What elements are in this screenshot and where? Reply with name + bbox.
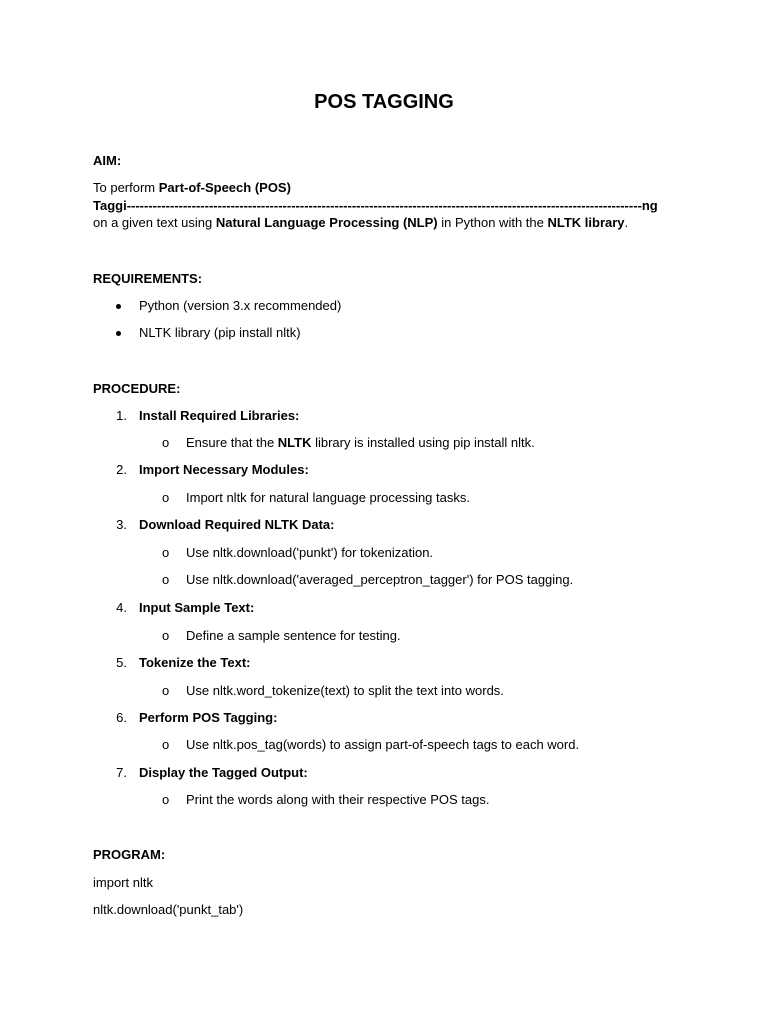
code-line: nltk.download('punkt_tab') [93,902,244,917]
aim-line-3 [93,215,628,231]
requirement-item: NLTK library (pip install nltk) [139,325,301,340]
aim-line-1-text: To perform [93,180,159,195]
step-number: 2. [116,462,127,477]
sub-bullet-icon: o [162,435,170,450]
step-title: Tokenize the Text: [139,655,251,670]
sub-bullet-icon: o [162,628,170,643]
procedure-heading: PROCEDURE: [93,381,181,396]
aim-line-1 [93,180,291,196]
step-detail-bold: NLTK [277,435,312,450]
step-detail-text: library is installed using pip install nltk. [311,435,535,450]
sub-bullet-icon: o [162,737,170,752]
step-number: 6. [116,710,127,725]
step-title: Input Sample Text: [139,600,255,615]
sub-bullet-icon: o [162,683,170,698]
step-number: 4. [116,600,127,615]
sub-bullet-icon: o [162,490,170,505]
step-title: Install Required Libraries: [139,408,300,423]
aim-nlp-term: Natural Language Processing (NLP) [215,215,438,230]
code-line: import nltk [93,875,153,890]
step-number: 3. [116,517,127,532]
step-detail: Print the words along with their respective POS tags. [186,792,490,807]
step-number: 7. [116,765,127,780]
aim-line-3-mid: in Python with the [437,215,548,230]
aim-nltk-term: NLTK library [547,215,625,230]
aim-line-3-text: on a given text using [93,215,216,230]
step-detail: Use nltk.word_tokenize(text) to split the text into words. [186,683,504,698]
page-title: POS TAGGING [314,91,454,113]
aim-line-3-end: . [624,215,629,230]
step-detail: Use nltk.pos_tag(words) to assign part-of-speech tags to each word. [186,737,580,752]
requirement-item: Python (version 3.x recommended) [139,298,342,313]
step-title: Display the Tagged Output: [139,765,308,780]
step-number: 5. [116,655,127,670]
requirements-heading: REQUIREMENTS: [93,271,203,286]
step-detail: Define a sample sentence for testing. [186,628,401,643]
step-detail: Import nltk for natural language processing tasks. [186,490,470,505]
sub-bullet-icon: o [162,572,170,587]
step-detail-text: Ensure that the [186,435,278,450]
aim-line-2: Taggi-----------------------------------------------------------------------------------------------------------------------ng [93,198,658,213]
program-heading: PROGRAM: [93,847,166,862]
aim-pos-term: Part-of-Speech (POS) [158,180,291,195]
step-detail [186,435,535,451]
sub-bullet-icon: o [162,545,170,560]
aim-heading: AIM: [93,153,122,168]
bullet-icon [116,304,121,309]
step-detail: Use nltk.download('averaged_perceptron_tagger') for POS tagging. [186,572,574,587]
sub-bullet-icon: o [162,792,170,807]
bullet-icon [116,331,121,336]
step-detail: Use nltk.download('punkt') for tokenization. [186,545,434,560]
step-number: 1. [116,408,127,423]
step-title: Import Necessary Modules: [139,462,309,477]
step-title: Perform POS Tagging: [139,710,278,725]
step-title: Download Required NLTK Data: [139,517,335,532]
